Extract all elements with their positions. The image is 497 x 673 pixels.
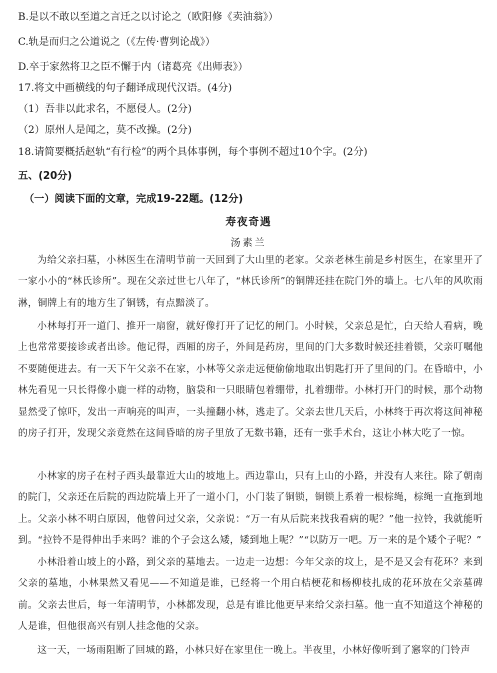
article-paragraph-5: 这一天，一场雨阻断了回城的路，小林只好在家里住一晚上。半夜里，小林好像听到了窸窣的门铃声 [37, 645, 471, 656]
article-author: 汤素兰 [230, 238, 267, 249]
section-5-subheading: （一）阅读下面的文章，完成19-22题。(12分) [24, 194, 244, 205]
question-17-stem: 17.将文中画横线的句子翻译成现代汉语。(4分) [18, 83, 233, 94]
article-paragraph-3: 小林家的房子在村子西头最靠近大山的坡地上。西边靠山，只有上山的小路，并没有人来往。除了朝南的院门，父亲还在后院的西边院墙上开了一道小门，小门装了铜锁，铜锁上系着一根棕绳，棕绳一直拖到地上。父亲小林不明白原因，他曾问过父亲，父亲说：“万一有从后院来找我看病的呢？”他一拉铃，我就能听到。“拉铃不是得伸出手来吗？谁的个子会这么矮，矮到地上呢？”“以防万一吧。万一来的是个矮个子呢？” [18, 471, 483, 547]
article-paragraph-2: 小林每打开一道门、推开一扇窗，就好像打开了记忆的闸门。小时候，父亲总是忙，白天给人看病，晚上也常常要接诊或者出诊。他记得，西厢的房子，外间是药房，里间的门大多数时候还挂着锁，父亲叮嘱他不要随便进去。有一天下午父亲不在家，小林等父亲走远便偷偷地取出钥匙打开了里间的门。在昏暗中，小林先看见一只长得像小鹿一样的动物，脑袋和一只眼睛包着绷带，扎着绷带。小林打开门的时候，那个动物显然受了惊吓，发出一声响亮的叫声，一头撞翻小林，逃走了。父亲去世几天后，小林终于再次将这间神秘的房子打开，发现父亲竟然在这间昏暗的房子里放了无数书籍，还有一张手术台，这让小林大吃了一惊。 [18, 321, 483, 440]
option-c: C.轨是而归之公道说之（《左传·曹刿论战》） [18, 37, 216, 48]
section-5-heading: 五、(20分) [18, 171, 73, 182]
question-17-item-2: （2）原州人是闻之，莫不改操。(2分) [18, 125, 192, 136]
article-paragraph-1: 为给父亲扫墓，小林医生在清明节前一天回到了大山里的老家。父亲老林生前是乡村医生，在家里开了一家小小的“林氏诊所”。现在父亲过世七八年了，“林氏诊所”的铜牌还挂在院门外的墙上。七八年的风吹雨淋，铜牌上有的地方生了铜锈，有点黯淡了。 [18, 255, 483, 309]
option-b: B.是以不敢以至道之言迁之以讨论之（欧阳修《卖油翁》） [18, 12, 279, 23]
question-17-item-1: （1）吾非以此求名，不愿侵人。(2分) [18, 104, 192, 115]
option-d: D.卒于家然将卫之臣不懈于内（诸葛亮《出师表》） [18, 62, 249, 73]
question-18-stem: 18.请简要概括赵轨“有行检”的两个具体事例，每个事例不超过10个字。(2分) [18, 147, 368, 158]
article-title: 寿夜奇遇 [225, 216, 272, 228]
article-paragraph-4: 小林沿着山坡上的小路，到父亲的墓地去。一边走一边想：今年父亲的坟上，是不是又会有花环？来到父亲的墓地，小林果然又看见——不知道是谁，已经将一个用白桔梗花和杨柳枝扎成的花环放在父亲墓碑前。父亲去世后，每一年清明节，小林都发现，总是有谁比他更早来给父亲扫墓。他一直不知道这个神秘的人是谁，但他很高兴有别人挂念他的父亲。 [18, 557, 483, 633]
